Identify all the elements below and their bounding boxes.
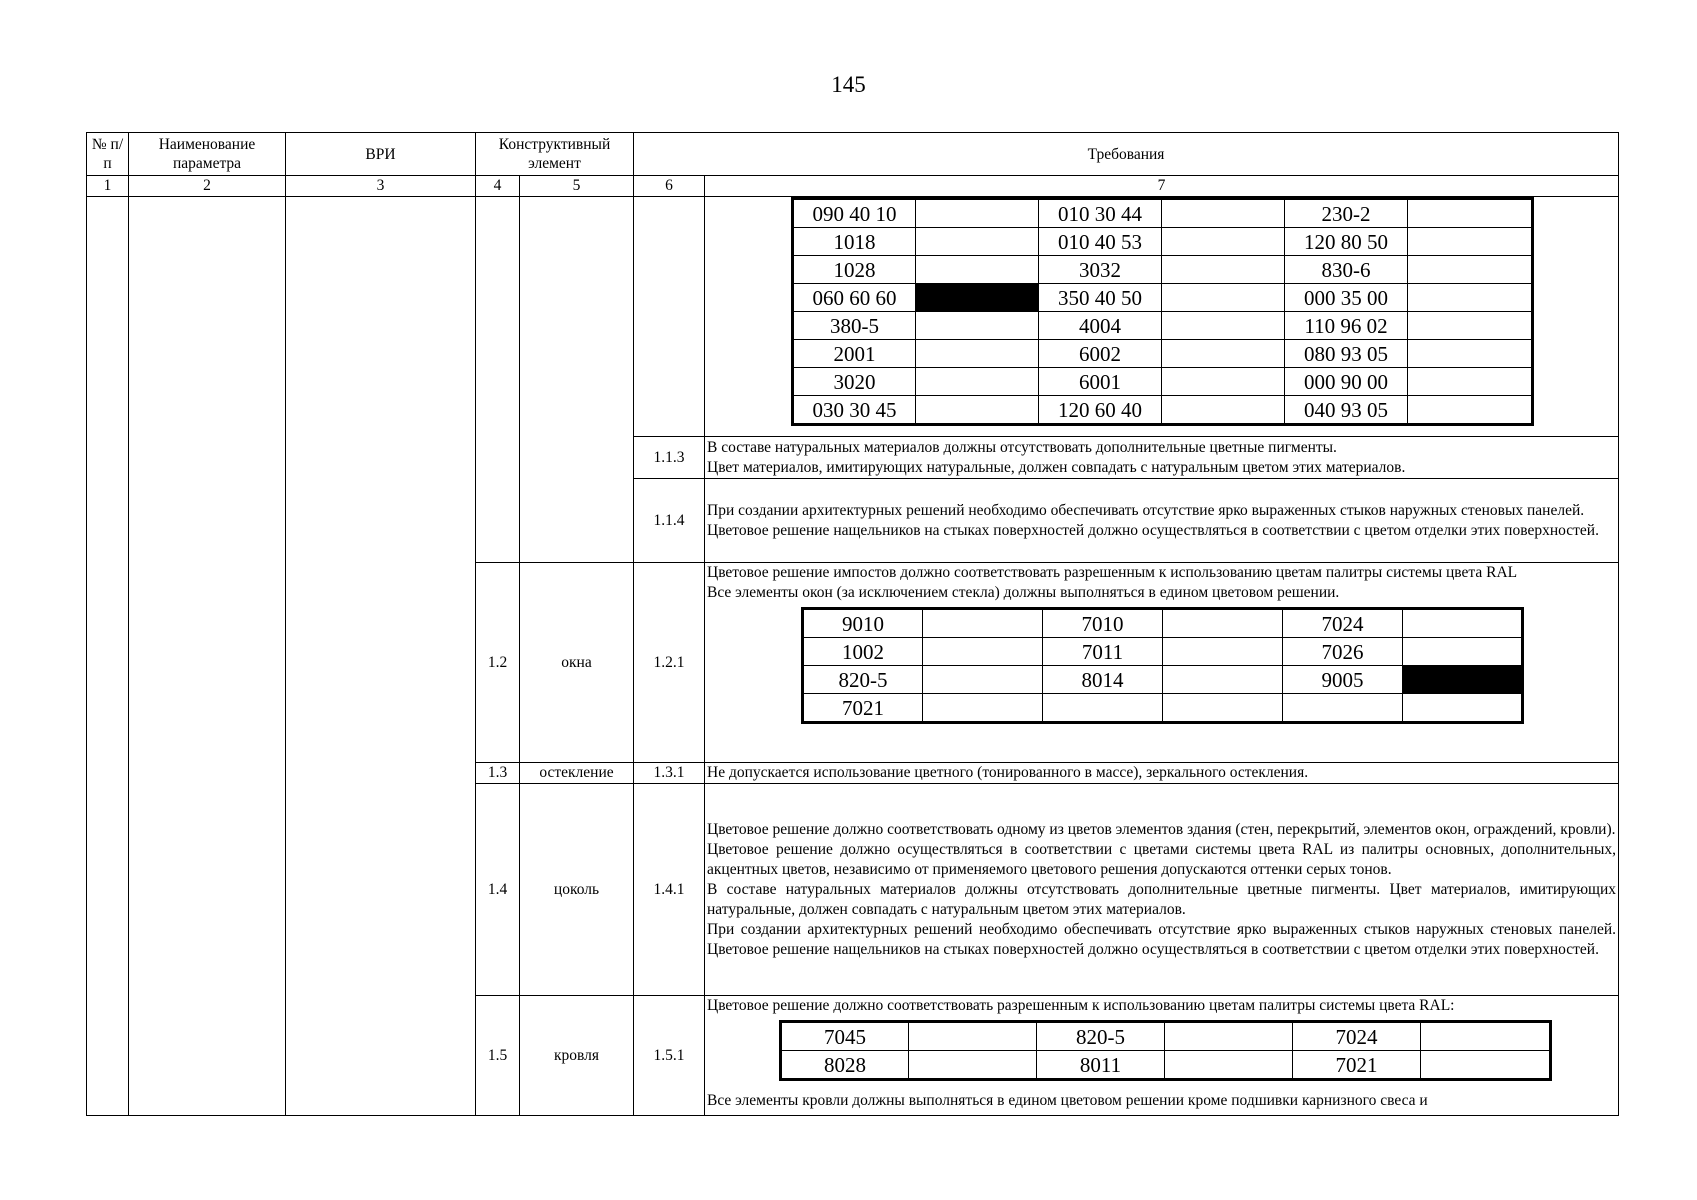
color-code: 7010 [1043, 609, 1163, 638]
requirement-code: 1.4.1 [634, 784, 705, 996]
color-code: 060 60 60 [793, 284, 916, 312]
color-code: 820-5 [1037, 1022, 1165, 1051]
column-number: 3 [286, 176, 476, 197]
color-code: 7045 [781, 1022, 909, 1051]
requirement-paragraph: В составе натуральных материалов должны отсутствовать дополнительные цветные пигменты. Цвет материалов, имитирующих натуральные, должен совпадать с натуральным цветом этих материалов. [707, 880, 1617, 918]
color-code: 110 96 02 [1285, 312, 1408, 340]
requirement-code: 1.5.1 [634, 996, 705, 1116]
color-code: 080 93 05 [1285, 340, 1408, 368]
requirement-paragraph: Цветовое решение импостов должно соответствовать разрешенным к использованию цветам палитры системы цвета RAL [707, 564, 1518, 581]
element-name: остекление [520, 763, 634, 784]
color-code: 4004 [1039, 312, 1162, 340]
color-code: 9010 [803, 609, 923, 638]
color-code: 090 40 10 [793, 199, 916, 228]
element-number: 1.5 [476, 996, 520, 1116]
roof-color-swatch-table [779, 1020, 1552, 1081]
color-code: 3020 [793, 368, 916, 396]
empty-cell [476, 197, 520, 563]
color-code: 7021 [1293, 1051, 1421, 1080]
requirement-text: Не допускается использование цветного (тонированного в массе), зеркального остекления. [705, 763, 1619, 784]
color-code: 830-6 [1285, 256, 1408, 284]
color-code: 040 93 05 [1285, 396, 1408, 425]
page-number: 145 [831, 72, 866, 97]
color-code: 1002 [803, 638, 923, 666]
requirement-code: 1.1.3 [634, 437, 705, 479]
requirement-paragraph: В составе натуральных материалов должны отсутствовать дополнительные цветные пигменты. [707, 438, 1337, 456]
requirement-paragraph: Цветовое решение должно соответствовать одному из цветов элементов здания (стен, перекрытий, элементов окон, ограждений, кровли). [707, 820, 1616, 838]
color-code: 380-5 [793, 312, 916, 340]
requirement-paragraph: Все элементы окон (за исключением стекла) должны выполняться в едином цветовом решении. [707, 584, 1340, 601]
color-sample [1403, 666, 1523, 694]
element-name: цоколь [520, 784, 634, 996]
color-code: 350 40 50 [1039, 284, 1162, 312]
color-code: 7011 [1043, 638, 1163, 666]
requirement-text [705, 784, 1619, 996]
column-number: 6 [634, 176, 705, 197]
requirement-paragraph: Цветовое решение нащельников на стыках поверхностей должно осуществляться в соответствии с цветом отделки этих поверхностей. [707, 521, 1599, 539]
color-code: 8014 [1043, 666, 1163, 694]
header-requirements: Требования [634, 133, 1619, 176]
requirement-code: 1.3.1 [634, 763, 705, 784]
color-code: 030 30 45 [793, 396, 916, 425]
color-code: 1028 [793, 256, 916, 284]
table-row [87, 197, 1619, 437]
color-code: 120 80 50 [1285, 228, 1408, 256]
empty-cell [520, 197, 634, 563]
requirements-table [86, 132, 1619, 1116]
color-code: 6001 [1039, 368, 1162, 396]
column-number: 7 [705, 176, 1619, 197]
element-number: 1.2 [476, 563, 520, 763]
requirement-text [705, 563, 1619, 763]
color-swatch-cell [705, 197, 1619, 437]
color-code: 000 35 00 [1285, 284, 1408, 312]
color-code: 1018 [793, 228, 916, 256]
window-color-swatch-table [801, 607, 1524, 724]
color-code: 7024 [1293, 1022, 1421, 1051]
color-code: 7024 [1283, 609, 1403, 638]
requirement-code: 1.2.1 [634, 563, 705, 763]
color-code: 3032 [1039, 256, 1162, 284]
header-number: № п/п [87, 133, 129, 176]
header-parameter-name: Наименование параметра [129, 133, 286, 176]
color-code: 9005 [1283, 666, 1403, 694]
table-header-row [87, 133, 1619, 176]
header-structural-element: Конструктивный элемент [476, 133, 634, 176]
color-code: 8011 [1037, 1051, 1165, 1080]
requirement-text [705, 437, 1619, 479]
requirement-text [705, 996, 1619, 1116]
color-code: 7026 [1283, 638, 1403, 666]
element-name: кровля [520, 996, 634, 1116]
requirement-paragraph: Все элементы кровли должны выполняться в едином цветовом решении кроме подшивки карнизного свеса и [707, 1092, 1428, 1109]
column-number: 4 [476, 176, 520, 197]
requirement-paragraph: Цветовое решение должно соответствовать разрешенным к использованию цветам палитры системы цвета RAL: [707, 997, 1455, 1014]
header-vri: ВРИ [286, 133, 476, 176]
requirement-paragraph: Цвет материалов, имитирующих натуральные, должен совпадать с натуральным цветом этих материалов. [707, 458, 1406, 476]
color-code: 010 30 44 [1039, 199, 1162, 228]
color-code: 2001 [793, 340, 916, 368]
color-code: 820-5 [803, 666, 923, 694]
column-number: 2 [129, 176, 286, 197]
color-code: 6002 [1039, 340, 1162, 368]
element-name: окна [520, 563, 634, 763]
element-number: 1.3 [476, 763, 520, 784]
column-number: 1 [87, 176, 129, 197]
facade-color-swatch-table [791, 197, 1534, 426]
requirement-paragraph: При создании архитектурных решений необходимо обеспечивать отсутствие ярко выраженных стыков наружных стеновых панелей. Цветовое решение нащельников на стыках поверхностей должно осуществляться в соответствии с цветом отделки этих поверхностей. [707, 920, 1617, 958]
color-code: 7021 [803, 694, 923, 723]
color-code: 010 40 53 [1039, 228, 1162, 256]
empty-cell [87, 197, 129, 1116]
empty-cell [129, 197, 286, 1116]
requirement-text [705, 479, 1619, 563]
requirement-paragraph: При создании архитектурных решений необходимо обеспечивать отсутствие ярко выраженных стыков наружных стеновых панелей. [707, 501, 1585, 519]
empty-cell [286, 197, 476, 1116]
color-code: 230-2 [1285, 199, 1408, 228]
requirement-code: 1.1.4 [634, 479, 705, 563]
column-number: 5 [520, 176, 634, 197]
color-code: 8028 [781, 1051, 909, 1080]
requirement-paragraph: Цветовое решение должно осуществляться в соответствии с цветами системы цвета RAL из палитры основных, дополнительных, акцентных цветов, независимо от применяемого цветового решения допускаются оттенки серых тонов. [707, 840, 1617, 878]
element-number: 1.4 [476, 784, 520, 996]
column-numbers-row [87, 176, 1619, 197]
empty-cell [634, 197, 705, 437]
color-sample [916, 284, 1039, 312]
color-code: 120 60 40 [1039, 396, 1162, 425]
color-code: 000 90 00 [1285, 368, 1408, 396]
